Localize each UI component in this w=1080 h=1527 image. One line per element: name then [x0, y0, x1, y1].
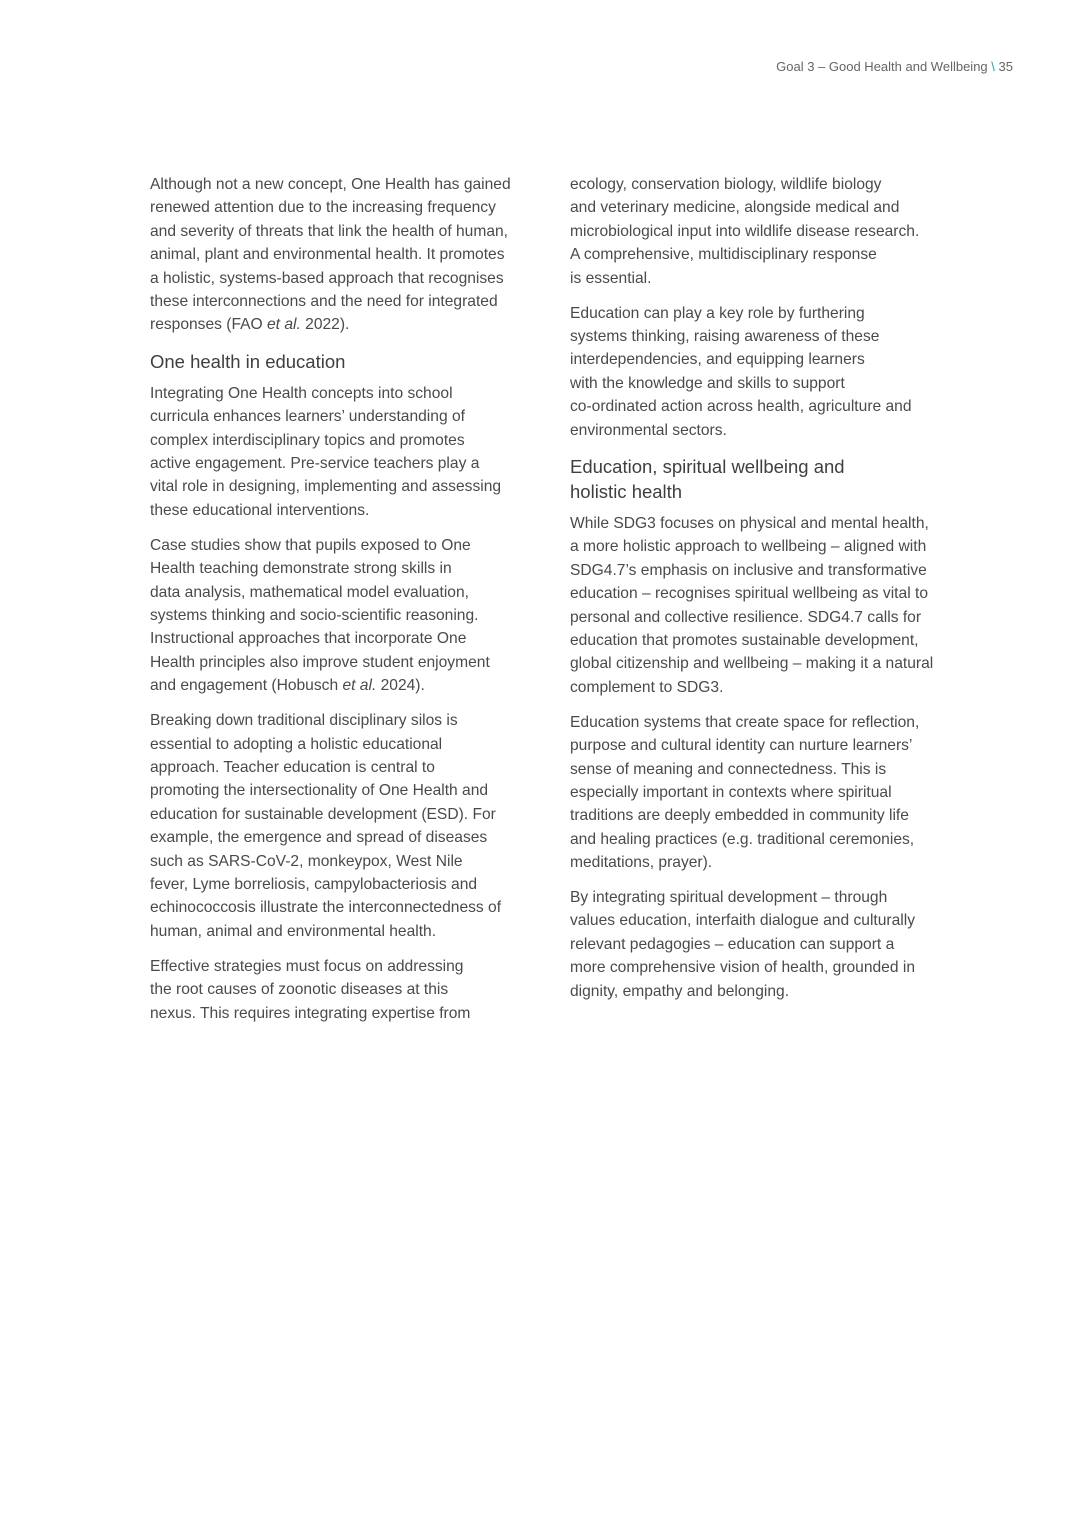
text-line: especially important in contexts where spiritual: [570, 783, 892, 801]
text-line: Although not a new concept, One Health has gained: [150, 176, 511, 193]
text-line: Education, spiritual wellbeing and: [570, 455, 845, 477]
text-line: sense of meaning and connectedness. This is: [570, 760, 887, 778]
paragraph: [150, 955, 550, 1025]
text-line: Health teaching demonstrate strong skills in: [150, 560, 452, 578]
text-line: such as SARS-CoV-2, monkeypox, West Nile: [150, 852, 463, 870]
text-line: complement to SDG3.: [570, 678, 724, 696]
citation-etal: et al.: [267, 316, 301, 334]
text-line: and healing practices (e.g. traditional ceremonies,: [570, 830, 915, 848]
text-line: environmental sectors.: [570, 421, 727, 439]
text-line: By integrating spiritual development – through: [570, 889, 888, 907]
header-separator: \: [991, 59, 995, 74]
text-line: relevant pedagogies – education can support a: [570, 935, 895, 953]
text-line: promoting the intersectionality of One Health and: [150, 782, 489, 800]
text-line: SDG4.7’s emphasis on inclusive and transformative: [570, 561, 927, 579]
text-line: global citizenship and wellbeing – making it a natural: [570, 655, 934, 673]
paragraph: [150, 534, 550, 698]
right-column: [570, 173, 970, 1015]
text-line: meditations, prayer).: [570, 854, 713, 872]
text-line: Effective strategies must focus on addressing: [150, 957, 464, 975]
text-line: Case studies show that pupils exposed to One: [150, 536, 471, 554]
citation-etal: et al.: [342, 677, 377, 695]
text-line: While SDG3 focuses on physical and mental health,: [570, 514, 929, 532]
text-line: Education can play a key role by furthering: [570, 304, 865, 322]
text-line: ecology, conservation biology, wildlife biology: [570, 176, 882, 193]
paragraph: [570, 512, 970, 699]
text-line: human, animal and environmental health.: [150, 922, 437, 940]
text-line: is essential.: [570, 269, 652, 287]
text-line: fever, Lyme borreliosis, campylobacteriosis and: [150, 875, 478, 893]
text-line: education that promotes sustainable development,: [570, 632, 919, 649]
text-line: systems thinking, raising awareness of these: [570, 327, 880, 345]
text-line: with the knowledge and skills to support: [570, 374, 845, 392]
text-line: active engagement. Pre-service teachers play a: [150, 455, 480, 473]
text-line: a holistic, systems-based approach that recognises: [150, 269, 504, 287]
text-line: systems thinking and socio-scientific reasoning.: [150, 607, 479, 624]
text-line: and severity of threats that link the health of human,: [150, 222, 509, 240]
text-line: echinococcosis illustrate the interconnectedness of: [150, 899, 502, 917]
text-line: Instructional approaches that incorporate One: [150, 630, 467, 648]
text-line: values education, interfaith dialogue and culturally: [570, 912, 916, 930]
paragraph: [570, 173, 970, 290]
text-line: microbiological input into wildlife disease research.: [570, 222, 920, 240]
text-line: curricula enhances learners’ understanding of: [150, 408, 465, 426]
text-line: a more holistic approach to wellbeing – aligned with: [570, 538, 927, 556]
text-line: holistic health: [570, 480, 683, 502]
text-line: One health in education: [150, 350, 346, 372]
paragraph: [570, 711, 970, 875]
text-line: Education systems that create space for reflection,: [570, 713, 920, 731]
text-line: essential to adopting a holistic educational: [150, 735, 443, 753]
text-line: approach. Teacher education is central to: [150, 758, 435, 776]
text-line: purpose and cultural identity can nurture learners’: [570, 737, 913, 755]
text-line: personal and collective resilience. SDG4.7 calls for: [570, 608, 922, 626]
text-line: the root causes of zoonotic diseases at this: [150, 981, 449, 999]
text-line: example, the emergence and spread of diseases: [150, 829, 488, 847]
page-number: 35: [998, 59, 1013, 74]
section-heading: [570, 454, 970, 504]
paragraph: [570, 886, 970, 1003]
text-line: education for sustainable development (ESD). For: [150, 805, 496, 823]
text-line: co-ordinated action across health, agriculture and: [570, 398, 912, 416]
text-line: complex interdisciplinary topics and promotes: [150, 431, 465, 449]
text-line: these educational interventions.: [150, 501, 370, 519]
text-line: and engagement (Hobusch et al. 2024).: [150, 677, 425, 695]
text-line: these interconnections and the need for integrated: [150, 293, 498, 311]
text-line: renewed attention due to the increasing frequency: [150, 199, 496, 217]
text-line: traditions are deeply embedded in community life: [570, 807, 909, 825]
text-line: A comprehensive, multidisciplinary response: [570, 246, 877, 264]
text-line: interdependencies, and equipping learners: [570, 351, 865, 369]
paragraph: [150, 382, 550, 522]
text-line: responses (FAO et al. 2022).: [150, 316, 350, 334]
running-header: [776, 59, 1013, 74]
text-line: Integrating One Health concepts into school: [150, 384, 453, 402]
text-line: data analysis, mathematical model evaluation,: [150, 583, 469, 601]
header-title: Goal 3 – Good Health and Wellbeing: [776, 59, 988, 74]
text-line: education – recognises spiritual wellbeing as vital to: [570, 585, 928, 603]
text-line: nexus. This requires integrating expertise from: [150, 1004, 471, 1022]
text-line: and veterinary medicine, alongside medical and: [570, 199, 900, 217]
text-line: vital role in designing, implementing and assessing: [150, 478, 502, 496]
text-line: animal, plant and environmental health. It promotes: [150, 246, 505, 264]
paragraph: [150, 173, 550, 337]
text-line: Breaking down traditional disciplinary silos is: [150, 712, 458, 730]
text-line: more comprehensive vision of health, grounded in: [570, 959, 915, 977]
paragraph: [570, 302, 970, 442]
section-heading: [150, 349, 550, 374]
paragraph: [150, 709, 550, 943]
text-line: Health principles also improve student enjoyment: [150, 653, 490, 671]
text-line: dignity, empathy and belonging.: [570, 982, 790, 1000]
left-column: [150, 173, 550, 1036]
